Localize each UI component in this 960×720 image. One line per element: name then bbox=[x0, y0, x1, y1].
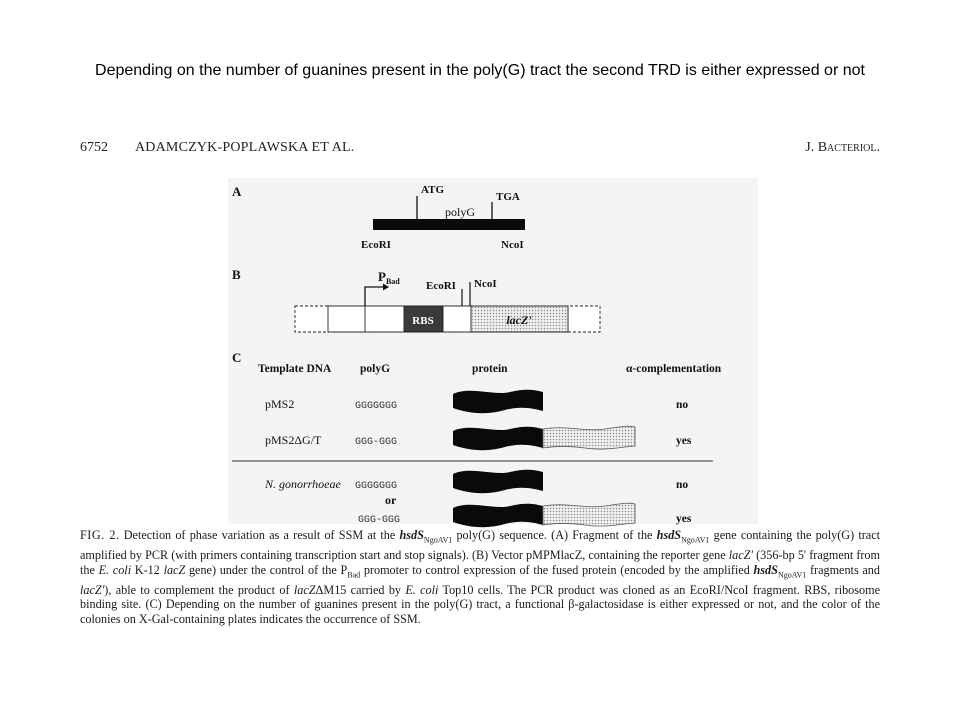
atg-label: ATG bbox=[421, 184, 445, 196]
tga-label: TGA bbox=[496, 191, 520, 203]
caption-gene: lacZ' bbox=[80, 582, 105, 597]
ncoi-label-a: NcoI bbox=[501, 239, 524, 251]
header-template-dna: Template DNA bbox=[258, 363, 332, 375]
row-result-pms2-delta: yes bbox=[676, 435, 692, 447]
caption-text: Detection of phase variation as a result of SSM at the bbox=[119, 528, 400, 542]
row-result-pms2: no bbox=[676, 399, 689, 411]
caption-text: K-12 bbox=[131, 562, 164, 577]
header-protein: protein bbox=[472, 363, 508, 375]
caption-text: Top10 cells. The PCR product was cloned as an EcoRI/NcoI fragment. RBS, ribosome binding site. (C) Depending on the number of guanines present in the poly(G) tract, a functional β-galactosidase is either expressed or not, and the color of the colonies on X-Gal-containing plates indicates the occurrence of SSM. bbox=[80, 582, 880, 626]
caption-text: gene) under the control of the P bbox=[185, 562, 348, 577]
caption-gene: lacZ bbox=[163, 562, 186, 577]
hsds-fragment-bar bbox=[373, 219, 525, 230]
ncoi-label-b: NcoI bbox=[474, 278, 497, 290]
journal-name: J. Bacteriol. bbox=[805, 140, 880, 155]
caption-gene: lacZ' bbox=[728, 548, 754, 563]
lacz-label: lacZ' bbox=[506, 313, 532, 327]
slide-title: Depending on the number of guanines present in the poly(G) tract the second TRD is either expressed or not bbox=[95, 62, 865, 79]
caption-gene-sub: NgoAV1 bbox=[681, 535, 710, 545]
panel-a-label: A bbox=[232, 184, 242, 199]
row-template-pms2-delta: pMS2ΔG/T bbox=[265, 433, 322, 447]
caption-text: (356-bp 5' fragment from the bbox=[80, 548, 881, 577]
caption-gene: hsdS bbox=[753, 562, 778, 577]
caption-text: fragments and bbox=[806, 562, 880, 577]
caption-text: gene containing the poly(G) tract amplified by PCR (with primers containing transcription start and stop signals). (B) Vector pMPMlacZ, containing the reporter gene bbox=[80, 528, 881, 563]
rbs-label: RBS bbox=[412, 315, 434, 327]
protein-lacz-part bbox=[543, 426, 635, 449]
caption-species: E. coli bbox=[405, 582, 439, 597]
authors: ADAMCZYK-POPLAWSKA ET AL. bbox=[135, 140, 355, 155]
row-template-ngonorrhoeae: N. gonorrhoeae bbox=[265, 477, 341, 491]
caption-label: FIG. 2. bbox=[80, 528, 120, 542]
figure-caption bbox=[80, 528, 880, 626]
promoter-label: $P_{Bad}$ bbox=[378, 269, 400, 286]
caption-gene: hsdS bbox=[656, 528, 682, 542]
caption-species: E. coli bbox=[98, 562, 132, 577]
row-seq-pms2: GGGGGGG bbox=[355, 401, 398, 412]
or-label: or bbox=[385, 493, 397, 507]
caption-gene-sub: NgoAV1 bbox=[777, 570, 807, 580]
row-result-ngonorrhoeae-2: yes bbox=[676, 513, 692, 525]
caption-gene-sub: NgoAV1 bbox=[423, 535, 453, 545]
caption-text: poly(G) sequence. (A) Fragment of the bbox=[452, 528, 657, 542]
caption-text: promoter to control expression of the fused protein (encoded by the amplified bbox=[360, 562, 754, 577]
row-seq-ngonorrhoeae-2: GGG-GGG bbox=[358, 515, 401, 526]
panel-c-label: C bbox=[232, 350, 242, 365]
polyg-label: polyG bbox=[445, 205, 475, 219]
panel-b-label: B bbox=[232, 267, 241, 282]
header-polyg: polyG bbox=[360, 363, 391, 375]
caption-gene: hsdS bbox=[399, 528, 424, 542]
caption-text: ΔM15 carried by bbox=[315, 582, 406, 597]
row-result-ngonorrhoeae-1: no bbox=[676, 479, 689, 491]
ecori-label-a: EcoRI bbox=[361, 239, 391, 251]
row-seq-pms2-delta: GGG-GGG bbox=[355, 437, 398, 448]
header-complementation: α-complementation bbox=[626, 363, 722, 375]
row-template-pms2: pMS2 bbox=[265, 397, 295, 411]
caption-text: ), able to complement the product of bbox=[104, 582, 294, 597]
page-number: 6752 bbox=[80, 140, 108, 155]
ecori-label-b: EcoRI bbox=[426, 280, 456, 292]
protein-lacz-part-ng bbox=[543, 503, 635, 526]
caption-gene: lacZ bbox=[293, 582, 316, 597]
caption-promoter-sub: Bad bbox=[347, 570, 361, 580]
row-seq-ngonorrhoeae-1: GGGGGGG bbox=[355, 481, 398, 492]
